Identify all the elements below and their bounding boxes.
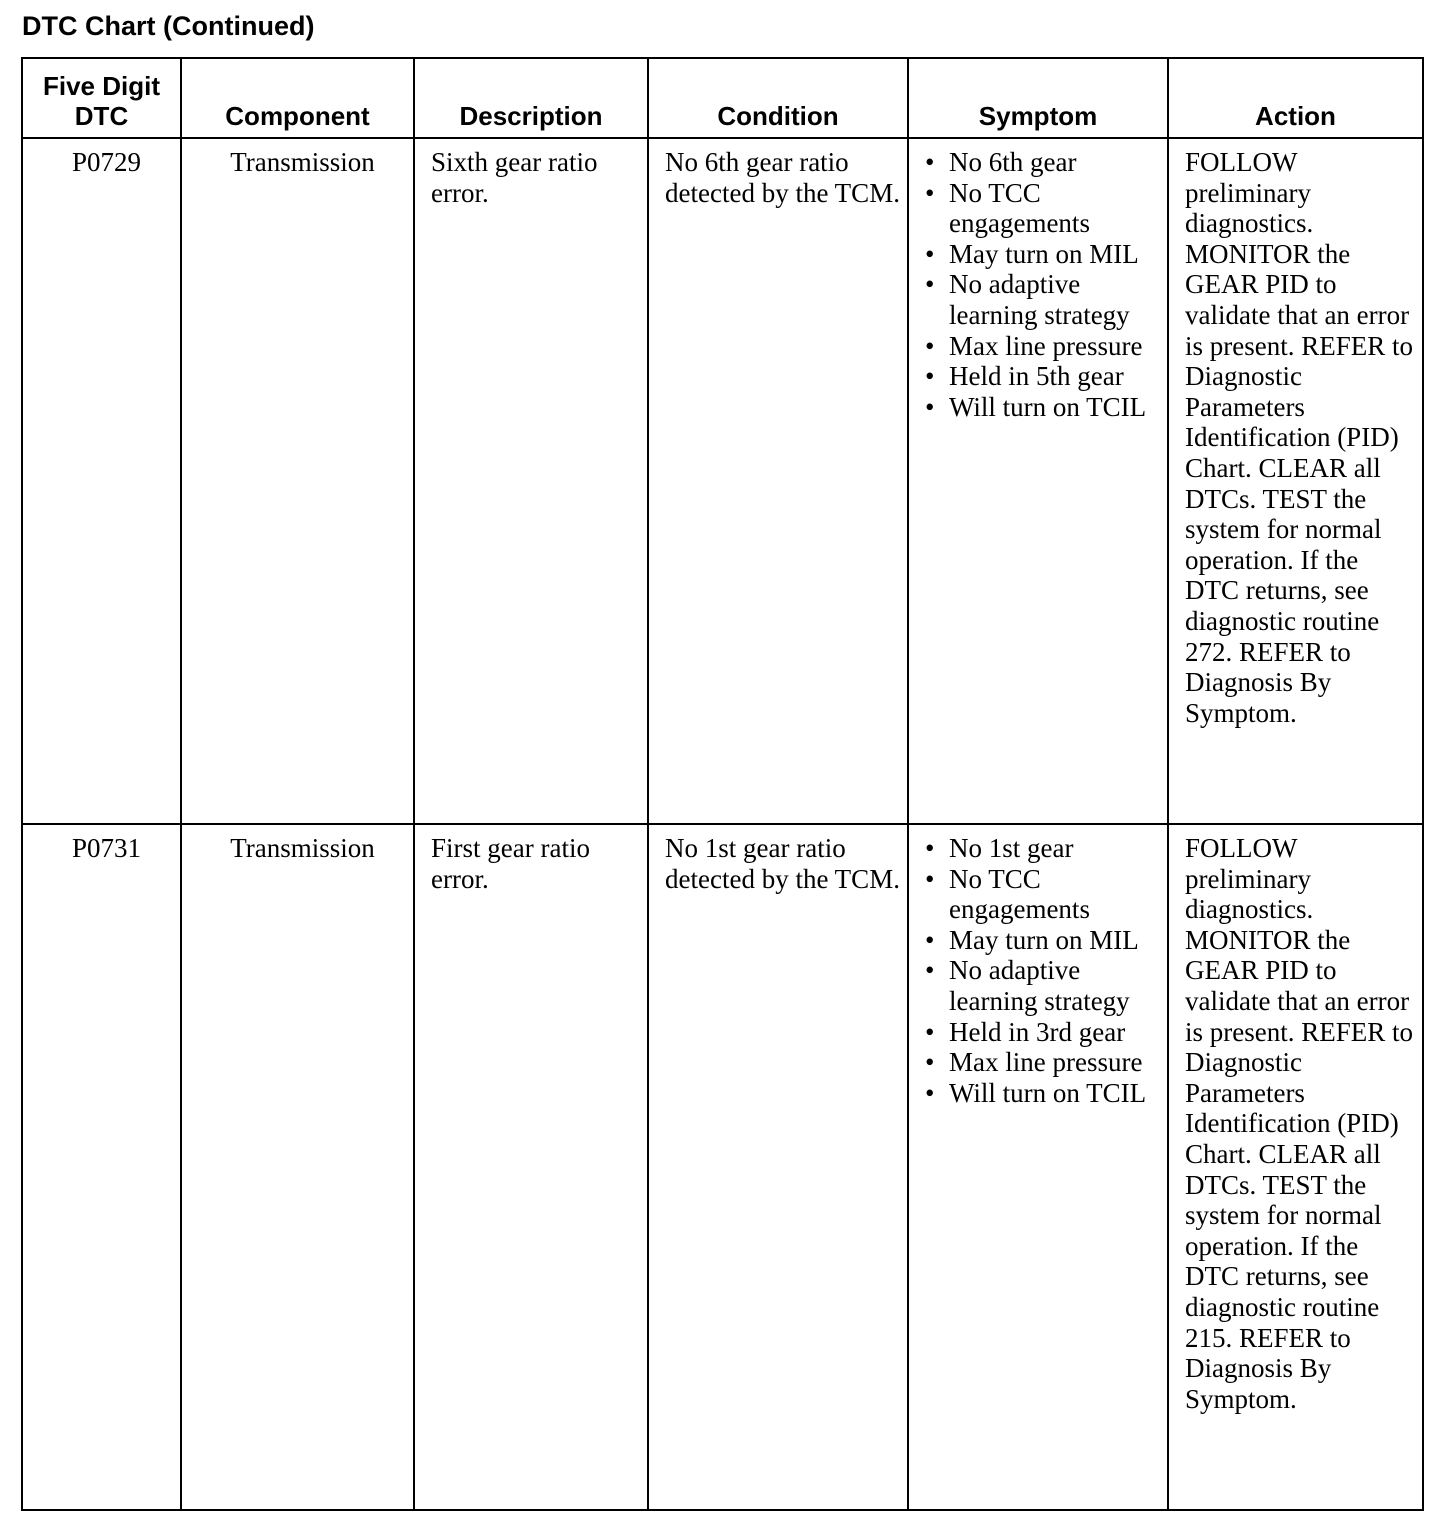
symptom-item: • Will turn on TCIL — [925, 1078, 1161, 1109]
header-component: Component — [181, 58, 414, 138]
header-symptom: Symptom — [908, 58, 1168, 138]
header-five-digit-dtc: Five Digit DTC — [22, 58, 181, 138]
page-title: DTC Chart (Continued) — [22, 11, 315, 41]
symptom-item: • May turn on MIL — [925, 925, 1161, 956]
symptom-item: • Max line pressure — [925, 1047, 1161, 1078]
symptom-list — [925, 147, 1161, 422]
symptom-list — [925, 833, 1161, 1108]
action-cell: FOLLOW preliminary diagnostics. MONITOR the GEAR PID to validate that an error is present. REFER to Diagnostic Parameters Identification (PID) Chart. CLEAR all DTCs. TEST the system for normal operation. If the DTC returns, see diagnostic routine 215. REFER to Diagnosis By Symptom. — [1168, 824, 1423, 1510]
action-cell: FOLLOW preliminary diagnostics. MONITOR the GEAR PID to validate that an error is present. REFER to Diagnostic Parameters Identification (PID) Chart. CLEAR all DTCs. TEST the system for normal operation. If the DTC returns, see diagnostic routine 272. REFER to Diagnosis By Symptom. — [1168, 138, 1423, 824]
header-action: Action — [1168, 58, 1423, 138]
table-row — [22, 138, 1423, 824]
table-row — [22, 824, 1423, 1510]
symptom-item: • Max line pressure — [925, 331, 1161, 362]
component-cell: Transmission — [181, 138, 414, 824]
dtc-table — [21, 57, 1424, 1511]
symptom-item: • No adaptive learning strategy — [925, 955, 1161, 1016]
dtc-code: P0731 — [22, 824, 181, 1510]
symptom-cell — [908, 138, 1168, 824]
header-row — [22, 58, 1423, 138]
symptom-item: • No 1st gear — [925, 833, 1161, 864]
condition-cell: No 6th gear ratio detected by the TCM. — [648, 138, 908, 824]
component-cell: Transmission — [181, 824, 414, 1510]
condition-cell: No 1st gear ratio detected by the TCM. — [648, 824, 908, 1510]
symptom-item: • No 6th gear — [925, 147, 1161, 178]
dtc-code: P0729 — [22, 138, 181, 824]
symptom-item: • Held in 3rd gear — [925, 1017, 1161, 1048]
symptom-item: • No TCC engagements — [925, 864, 1161, 925]
symptom-item: • May turn on MIL — [925, 239, 1161, 270]
symptom-item: • Will turn on TCIL — [925, 392, 1161, 423]
symptom-cell — [908, 824, 1168, 1510]
symptom-item: • No adaptive learning strategy — [925, 269, 1161, 330]
header-condition: Condition — [648, 58, 908, 138]
description-cell: Sixth gear ratio error. — [414, 138, 648, 824]
symptom-item: • Held in 5th gear — [925, 361, 1161, 392]
symptom-item: • No TCC engagements — [925, 178, 1161, 239]
header-description: Description — [414, 58, 648, 138]
description-cell: First gear ratio error. — [414, 824, 648, 1510]
